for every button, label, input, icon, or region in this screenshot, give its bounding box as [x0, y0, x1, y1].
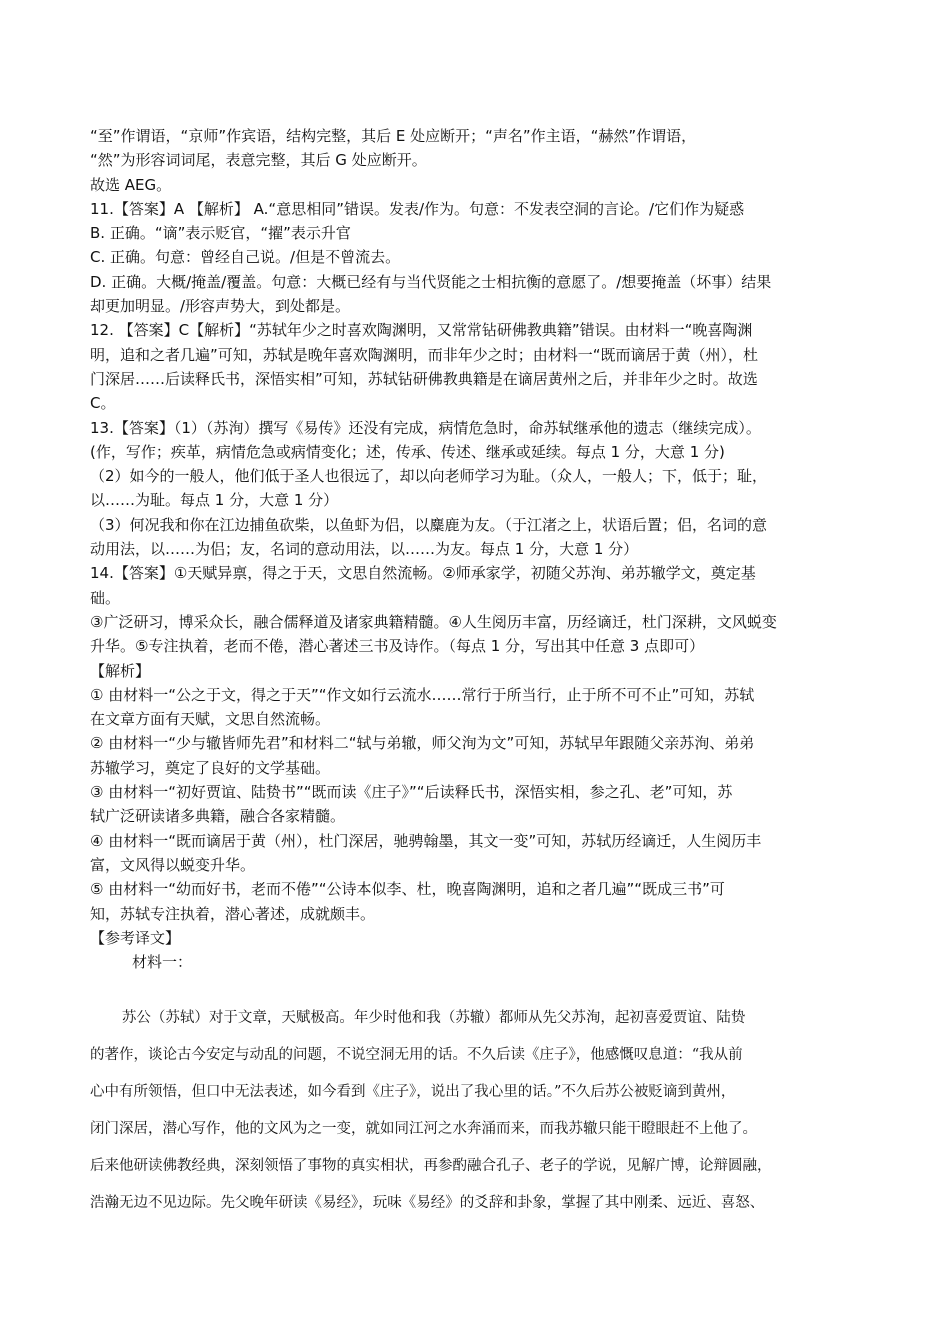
q11-option-c: C. 正确。句意：曾经自己说。/但是不曾流去。 [90, 248, 401, 267]
text-line: ⑤ 由材料一“幼而好书，老而不倦”“公诗本似李、杜，晚喜陶渊明，追和之者几遍”“既成三书”可 [90, 880, 725, 899]
answer-analysis-text [90, 124, 870, 974]
text-line: 础。 [90, 588, 121, 607]
translation-line: 浩瀚无边不见边际。先父晚年研读《易经》，玩味《易经》的爻辞和卦象，掌握了其中刚柔、远近、喜怒、 [90, 1195, 765, 1211]
q11-option-d: D. 正确。大概/掩盖/覆盖。句意：大概已经有与当代贤能之士相抗衡的意愿了。/想要掩盖（坏事）结果 [90, 272, 772, 291]
translation-line: 的著作，谈论古今安定与动乱的问题，不说空洞无用的话。不久后读《庄子》，他感慨叹息道：“我从前 [90, 1047, 743, 1063]
text-line: 轼广泛研读诸多典籍，融合各家精髓。 [90, 807, 346, 826]
text-line: 苏辙学习，奠定了良好的文学基础。 [90, 758, 331, 777]
text-line: 以……为耻。每点 1 分，大意 1 分） [90, 491, 339, 510]
text-line: 故选 AEG。 [90, 175, 172, 194]
text-line: 门深居……后读释氏书，深悟实相”可知，苏轼钻研佛教典籍是在谪居黄州之后，并非年少之时。故选 [90, 369, 758, 388]
text-line: ③ 由材料一“初好贾谊、陆贽书”“既而读《庄子》”“后读释氏书，深悟实相，参之孔、老”可知，苏 [90, 783, 733, 802]
text-line: ② 由材料一“少与辙皆师先君”和材料二“轼与弟辙，师父洵为文”可知，苏轼早年跟随父亲苏洵、弟弟 [90, 734, 755, 753]
text-line: 升华。⑤专注执着，老而不倦，潜心著述三书及诗作。（每点 1 分，写出其中任意 3 点即可） [90, 637, 705, 656]
translation-text [90, 1000, 870, 1222]
material-label: 材料一： [132, 953, 193, 972]
text-line: （2）如今的一般人，他们低于圣人也很远了，却以向老师学习为耻。（众人，一般人；下，低于；耻， [90, 467, 768, 486]
text-line: 在文章方面有天赋，文思自然流畅。 [90, 710, 331, 729]
text-line: 动用法，以……为侣；友，名词的意动用法，以……为友。每点 1 分，大意 1 分） [90, 540, 639, 559]
q13-answer: 13.【答案】（1）（苏洵）撰写《易传》还没有完成，病情危急时，命苏轼继承他的遗志（继续完成）。 [90, 418, 761, 437]
translation-line: 闭门深居，潜心写作，他的文风为之一变，就如同江河之水奔涌而来，而我苏辙只能干瞪眼赶不上他了。 [90, 1121, 757, 1137]
text-line: “至”作谓语，“京师”作宾语，结构完整，其后 E 处应断开；“声名”作主语，“赫然”作谓语， [90, 127, 697, 145]
q12-answer: 12. 【答案】C【解析】“苏轼年少之时喜欢陶渊明，又常常钻研佛教典籍”错误。由材料一“晚喜陶渊 [90, 321, 753, 340]
text-line: 知，苏轼专注执着，潜心著述，成就颇丰。 [90, 904, 376, 923]
text-line: （3）何况我和你在江边捕鱼砍柴，以鱼虾为侣，以麋鹿为友。（于江渚之上，状语后置；侣，名词的意 [90, 515, 768, 534]
text-line: 富，文风得以蜕变升华。 [90, 855, 256, 874]
translation-line: 苏公（苏轼）对于文章，天赋极高。年少时他和我（苏辙）都师从先父苏洵，起初喜爱贾谊、陆贽 [121, 1010, 746, 1026]
translation-line: 心中有所领悟，但口中无法表述，如今看到《庄子》，说出了我心里的话。”不久后苏公被贬谪到黄州， [90, 1084, 736, 1100]
text-line: 明，追和之者几遍”可知，苏轼是晚年喜欢陶渊明，而非年少之时；由材料一“既而谪居于黄（州），杜 [90, 345, 759, 364]
text-line: (作，写作；疾革，病情危急或病情变化；述，传承、传述、继承或延续。每点 1 分，大意 1 分) [90, 442, 725, 461]
translation-line: 后来他研读佛教经典，深刻领悟了事物的真实相状，再参酌融合孔子、老子的学说，见解广博，论辩圆融， [90, 1158, 772, 1174]
q11-answer: 11.【答案】A 【解析】 A.“意思相同”错误。发表/作为。句意：不发表空洞的言论。/它们作为疑惑 [90, 199, 745, 218]
text-line: ③广泛研习，博采众长，融合儒释道及诸家典籍精髓。④人生阅历丰富，历经谪迁，杜门深耕，文风蜕变 [90, 612, 777, 631]
text-line: ④ 由材料一“既而谪居于黄（州），杜门深居，驰骋翰墨，其文一变”可知，苏轼历经谪迁，人生阅历丰 [90, 831, 762, 850]
text-line: “然”为形容词词尾，表意完整，其后 G 处应断开。 [90, 151, 427, 170]
q14-answer: 14.【答案】①天赋异禀，得之于天，文思自然流畅。②师承家学，初随父苏洵、弟苏辙学文，奠定基 [90, 564, 756, 583]
translation-heading: 【参考译文】 [90, 928, 181, 947]
analysis-heading: 【解析】 [90, 661, 151, 680]
text-line: C。 [90, 394, 116, 413]
text-line: 却更加明显。/形容声势大，到处都是。 [90, 297, 351, 316]
text-line: ① 由材料一“公之于文，得之于天”“作文如行云流水……常行于所当行，止于所不可不止”可知，苏轼 [90, 685, 755, 704]
q11-option-b: B. 正确。“谪”表示贬官，“擢”表示升官 [90, 224, 351, 243]
